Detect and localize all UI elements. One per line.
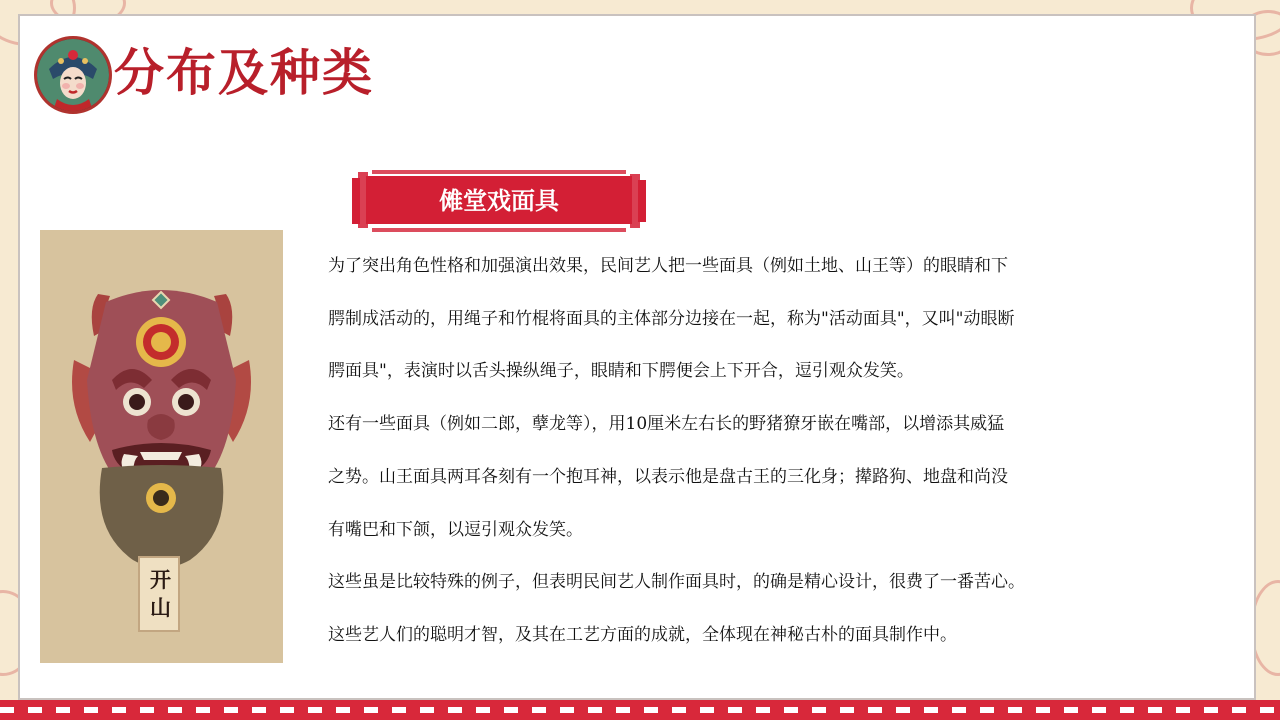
text-line: 腭制成活动的，用绳子和竹棍将面具的主体部分边接在一起，称为"活动面具"，又叫"动眼断 (328, 308, 1015, 329)
text-line: 之势。山王面具两耳各刻有一个抱耳神，以表示他是盘古王的三化身；撵路狗、地盘和尚没 (328, 466, 1008, 487)
text-line: 还有一些面具（例如二郎，孽龙等），用10厘米左右长的野猪獠牙嵌在嘴部，以增添其威猛 (328, 414, 1005, 435)
mask-figure-card (40, 230, 283, 663)
section-label-text: 傩堂戏面具 (439, 187, 559, 215)
text-line: 为了突出角色性格和加强演出效果，民间艺人把一些面具（例如土地、山王等）的眼睛和下 (328, 256, 1008, 276)
figure-caption-tag (138, 556, 180, 632)
text-line: 腭面具"，表演时以舌头操纵绳子，眼睛和下腭便会上下开合，逗引观众发笑。 (328, 361, 914, 382)
figure-caption: 开山 (150, 568, 171, 620)
text-line: 这些虽是比较特殊的例子，但表明民间艺人制作面具时，的确是精心设计，很费了一番苦心。 (328, 572, 1025, 593)
section-label (352, 170, 646, 232)
page-title: 分布及种类 (114, 43, 374, 102)
opera-mask-logo (34, 36, 112, 114)
body-text (328, 240, 1208, 662)
text-line: 这些艺人们的聪明才智，及其在工艺方面的成就，全体现在神秘古朴的面具制作中。 (328, 624, 957, 645)
text-line: 有嘴巴和下颌，以逗引观众发笑。 (328, 519, 583, 540)
bottom-border-band (0, 700, 1280, 720)
